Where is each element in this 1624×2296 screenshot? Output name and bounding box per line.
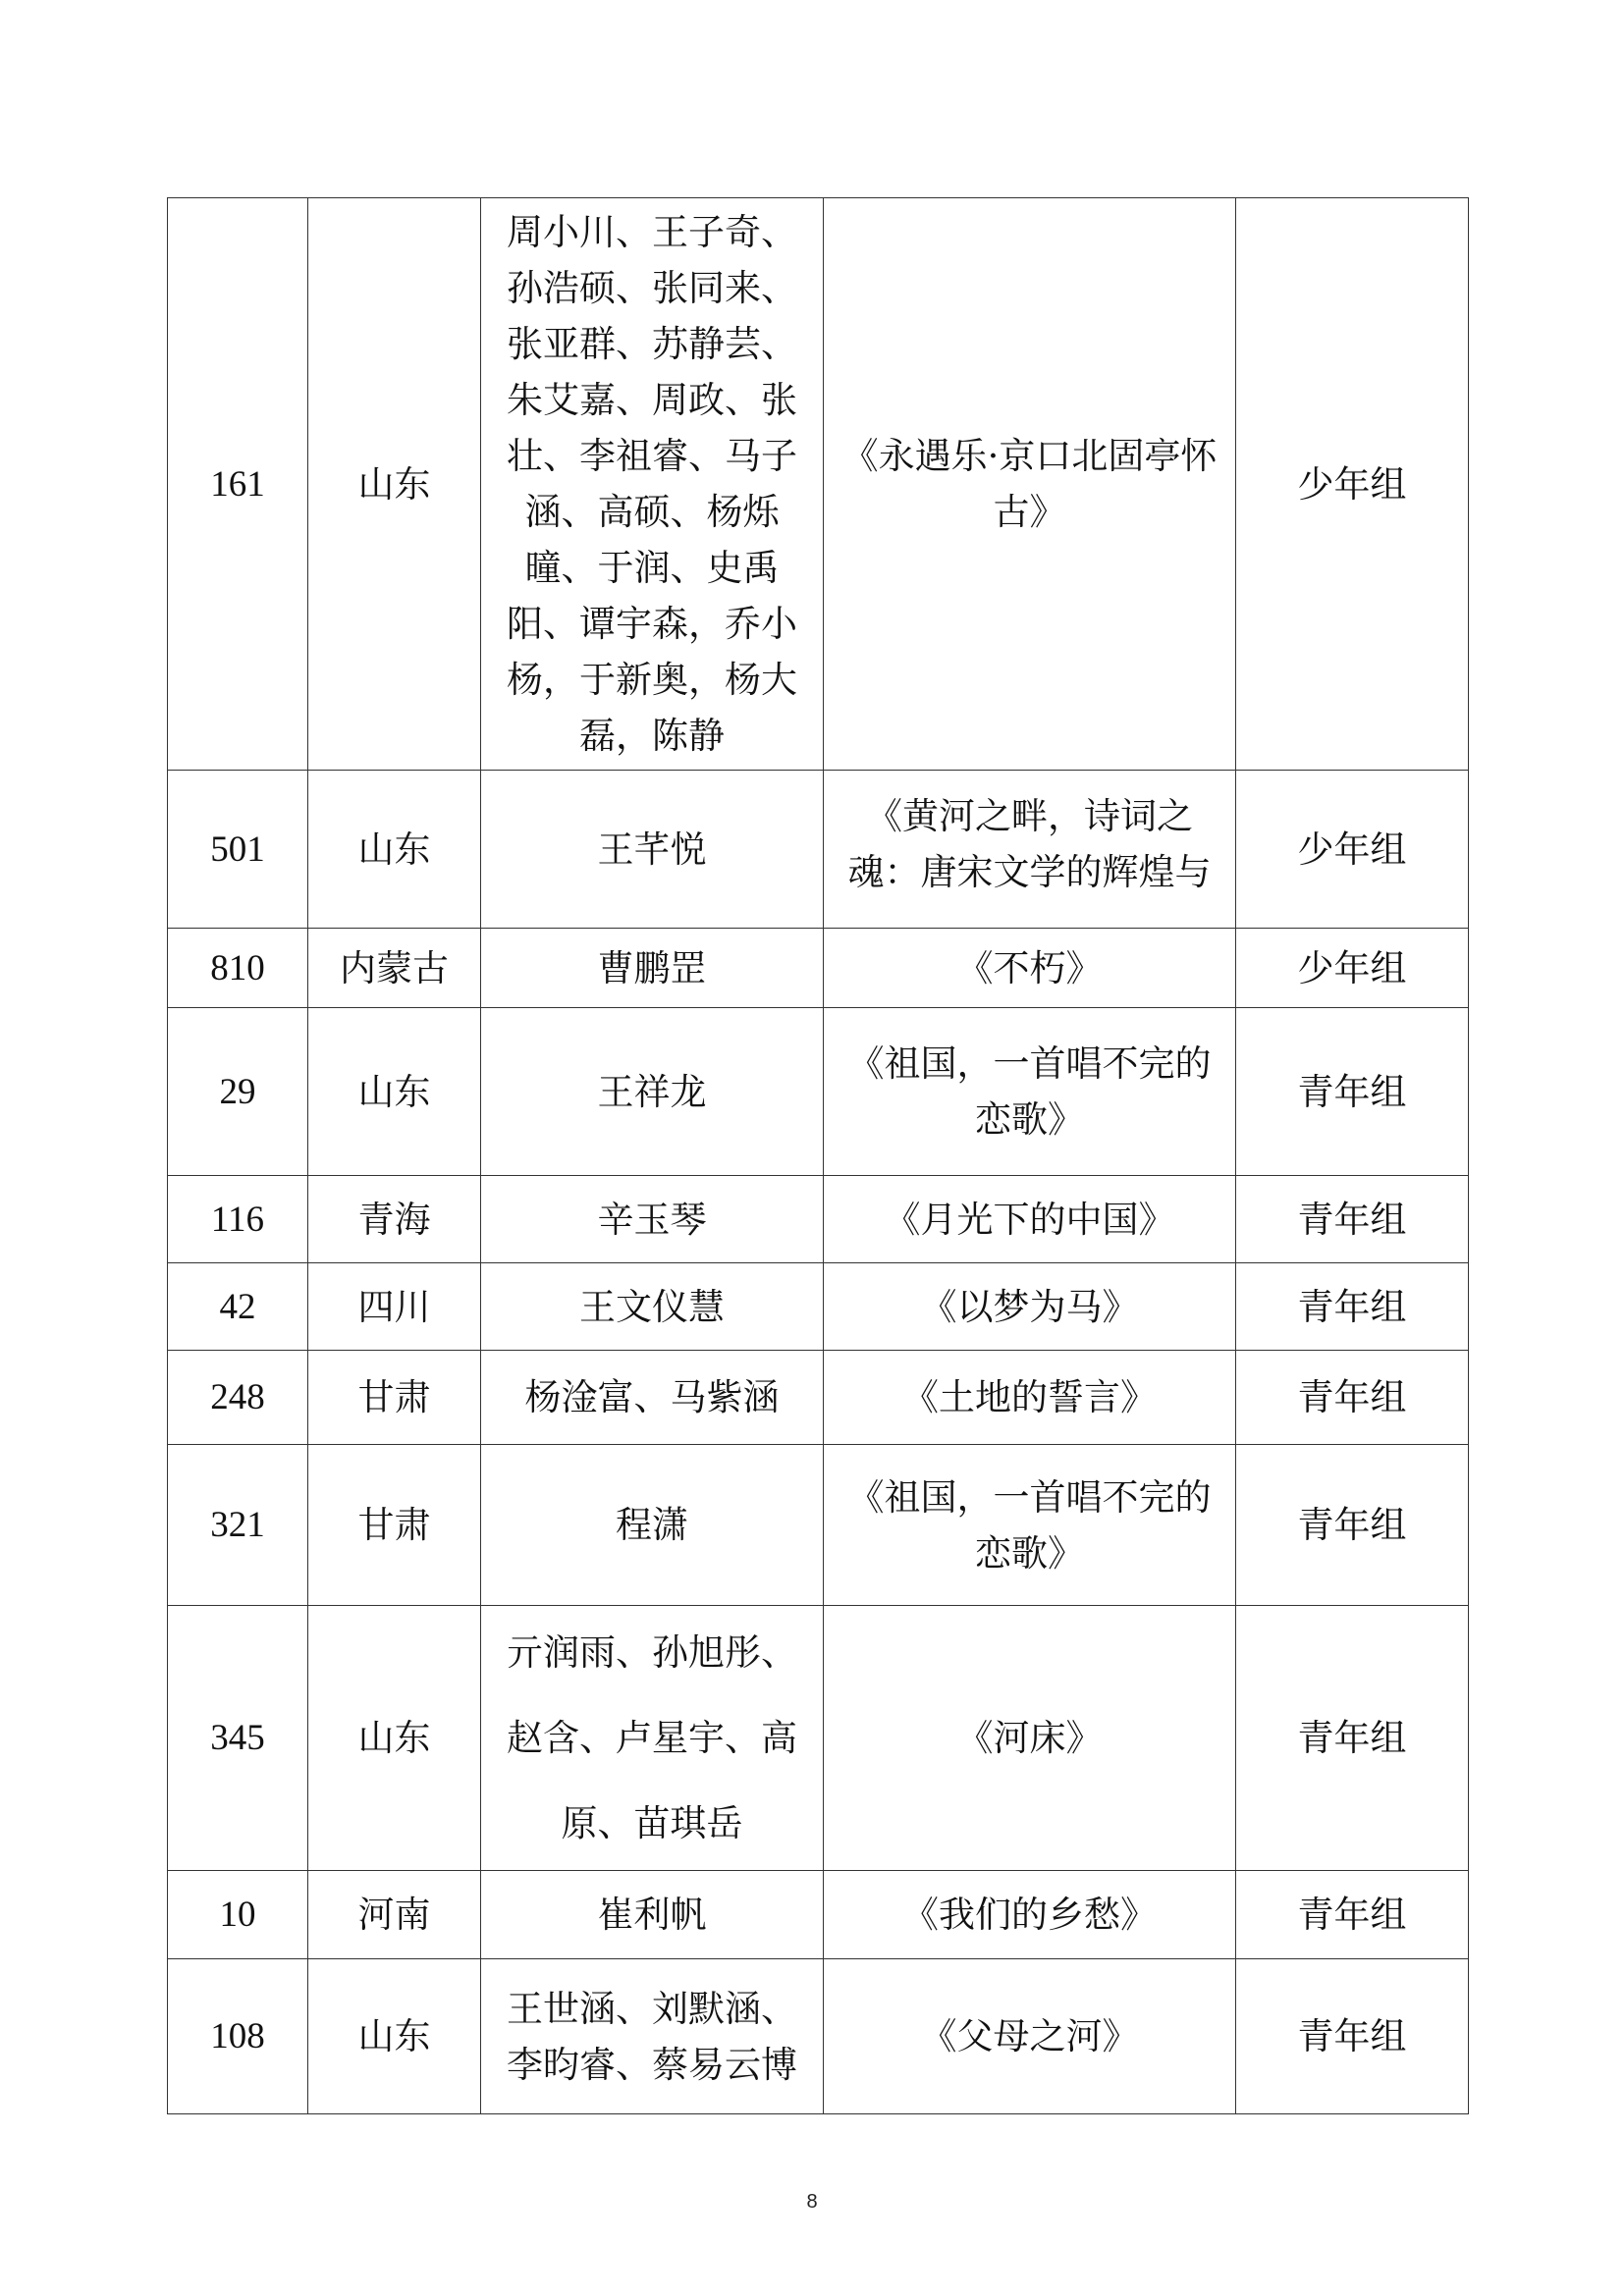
title-cell-text: 《黄河之畔，诗词之魂：唐宋文学的辉煌与 [847,795,1212,893]
table-row [168,198,1469,771]
province-cell: 河南 [308,1871,481,1959]
table-row [168,1176,1469,1263]
title-cell: 《父母之河》 [824,1959,1236,2114]
page-number: 8 [806,2191,818,2213]
title-cell [824,771,1236,929]
group-cell: 少年组 [1236,198,1469,771]
group-cell: 少年组 [1236,771,1469,929]
province-cell: 山东 [308,1606,481,1871]
table-row [168,1008,1469,1176]
names-cell: 王文仪慧 [481,1263,824,1351]
province-cell: 山东 [308,771,481,929]
group-cell: 青年组 [1236,1351,1469,1445]
title-cell: 《永遇乐·京口北固亭怀古》 [824,198,1236,771]
entry-number: 501 [168,771,308,929]
group-cell: 青年组 [1236,1445,1469,1606]
entry-number: 10 [168,1871,308,1959]
title-cell: 《河床》 [824,1606,1236,1871]
province-cell: 青海 [308,1176,481,1263]
entry-number: 116 [168,1176,308,1263]
entry-number: 42 [168,1263,308,1351]
entry-number: 161 [168,198,308,771]
group-cell: 青年组 [1236,1606,1469,1871]
province-cell: 山东 [308,198,481,771]
names-cell: 杨淦富、马紫涵 [481,1351,824,1445]
table-row [168,1871,1469,1959]
group-cell: 青年组 [1236,1176,1469,1263]
table-row [168,1445,1469,1606]
province-cell: 山东 [308,1959,481,2114]
entry-number: 810 [168,929,308,1008]
title-cell: 《不朽》 [824,929,1236,1008]
title-cell: 《祖国，一首唱不完的恋歌》 [824,1008,1236,1176]
title-cell: 《我们的乡愁》 [824,1871,1236,1959]
group-cell: 青年组 [1236,1008,1469,1176]
table-row [168,1263,1469,1351]
names-cell: 王世涵、刘默涵、李昀睿、蔡易云博 [481,1959,824,2114]
table-row [168,929,1469,1008]
group-cell: 青年组 [1236,1959,1469,2114]
group-cell: 少年组 [1236,929,1469,1008]
table-row [168,1351,1469,1445]
names-cell: 曹鹏罡 [481,929,824,1008]
entry-number: 321 [168,1445,308,1606]
results-table [167,197,1469,2114]
names-cell: 王祥龙 [481,1008,824,1176]
table-row [168,1959,1469,2114]
province-cell: 四川 [308,1263,481,1351]
title-cell: 《以梦为马》 [824,1263,1236,1351]
title-cell: 《祖国，一首唱不完的恋歌》 [824,1445,1236,1606]
entry-number: 345 [168,1606,308,1871]
table-row [168,1606,1469,1871]
names-cell: 亓润雨、孙旭彤、赵含、卢星宇、高原、苗琪岳 [481,1606,824,1871]
province-cell: 内蒙古 [308,929,481,1008]
names-cell: 崔利帆 [481,1871,824,1959]
entry-number: 108 [168,1959,308,2114]
entry-number: 29 [168,1008,308,1176]
names-cell: 辛玉琴 [481,1176,824,1263]
entry-number: 248 [168,1351,308,1445]
title-cell: 《土地的誓言》 [824,1351,1236,1445]
group-cell: 青年组 [1236,1871,1469,1959]
province-cell: 甘肃 [308,1351,481,1445]
names-cell: 王芊悦 [481,771,824,929]
table-row [168,771,1469,929]
province-cell: 山东 [308,1008,481,1176]
title-cell: 《月光下的中国》 [824,1176,1236,1263]
group-cell: 青年组 [1236,1263,1469,1351]
names-cell: 周小川、王子奇、孙浩硕、张同来、张亚群、苏静芸、朱艾嘉、周政、张壮、李祖睿、马子涵、高硕、杨烁曈、于润、史禹阳、谭宇森，乔小杨，于新奥，杨大磊，陈静 [481,198,824,771]
province-cell: 甘肃 [308,1445,481,1606]
names-cell: 程潇 [481,1445,824,1606]
